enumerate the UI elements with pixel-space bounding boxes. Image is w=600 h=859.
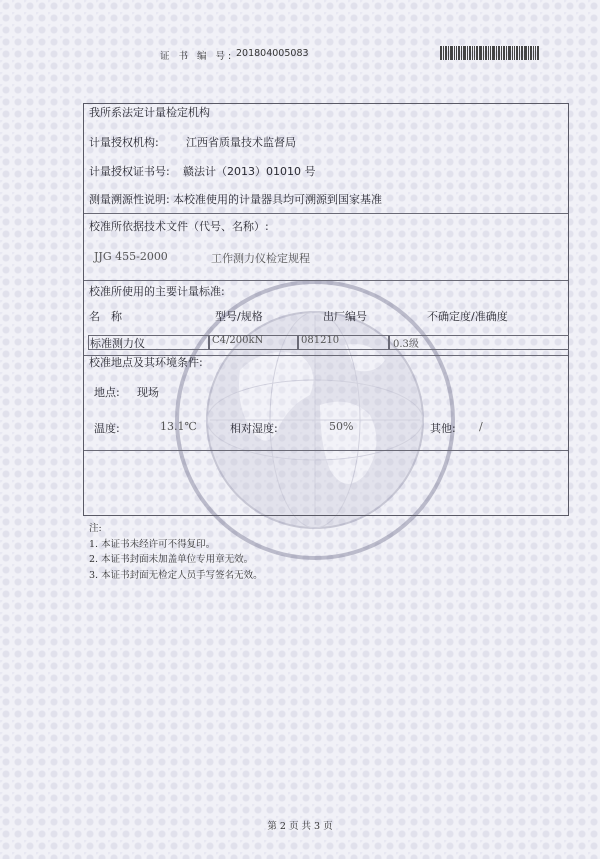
standard-name: 标准测力仪 — [90, 337, 145, 350]
temperature-label: 温度: — [94, 422, 120, 435]
standard-uncertainty: 0.3级 — [393, 339, 419, 350]
temperature-value: 13.1℃ — [160, 420, 197, 433]
col-header-serial: 出厂编号 — [323, 310, 367, 323]
other-label: 其他: — [430, 422, 456, 435]
standard-model: C4/200kN — [212, 335, 264, 346]
certificate-number-label: 证 书 编 号: — [160, 51, 235, 62]
certificate-number: 201804005083 — [236, 48, 309, 59]
page-footer: 第 2 页 共 3 页 — [267, 821, 333, 832]
note-1: 1. 本证书未经许可不得复印。 — [89, 539, 216, 550]
document-code: JJG 455-2000 — [94, 250, 168, 263]
location-label: 地点: — [94, 386, 120, 399]
traceability-label: 测量溯源性说明: — [89, 193, 170, 206]
standards-heading: 校准所使用的主要计量标准: — [89, 285, 225, 298]
col-header-name: 名 称 — [89, 310, 122, 323]
authorization-cert-value: 赣法计（2013）01010 号 — [183, 165, 316, 178]
humidity-value: 50% — [329, 420, 354, 433]
standard-serial: 081210 — [301, 335, 340, 346]
col-header-model: 型号/规格 — [215, 310, 263, 323]
other-value: / — [479, 420, 483, 433]
authorized-agency-value: 江西省质量技术监督局 — [186, 136, 296, 149]
col-header-uncertainty: 不确定度/准确度 — [427, 310, 508, 323]
barcode — [440, 46, 566, 60]
notes-heading: 注: — [89, 523, 102, 534]
authority-statement: 我所系法定计量检定机构 — [89, 106, 210, 119]
note-2: 2. 本证书封面未加盖单位专用章无效。 — [89, 554, 254, 565]
location-value: 现场 — [137, 386, 159, 399]
traceability-value: 本校准使用的计量器具均可溯源到国家基准 — [173, 193, 382, 206]
humidity-label: 相对湿度: — [230, 422, 278, 435]
authorized-agency-label: 计量授权机构: — [89, 136, 159, 149]
basis-documents-heading: 校准所依据技术文件（代号、名称）: — [89, 220, 269, 233]
document-title: 工作测力仪检定规程 — [211, 252, 310, 265]
location-env-heading: 校准地点及其环境条件: — [89, 356, 203, 369]
authorization-cert-label: 计量授权证书号: — [89, 165, 170, 178]
note-3: 3. 本证书封面无检定人员手写签名无效。 — [89, 570, 263, 581]
